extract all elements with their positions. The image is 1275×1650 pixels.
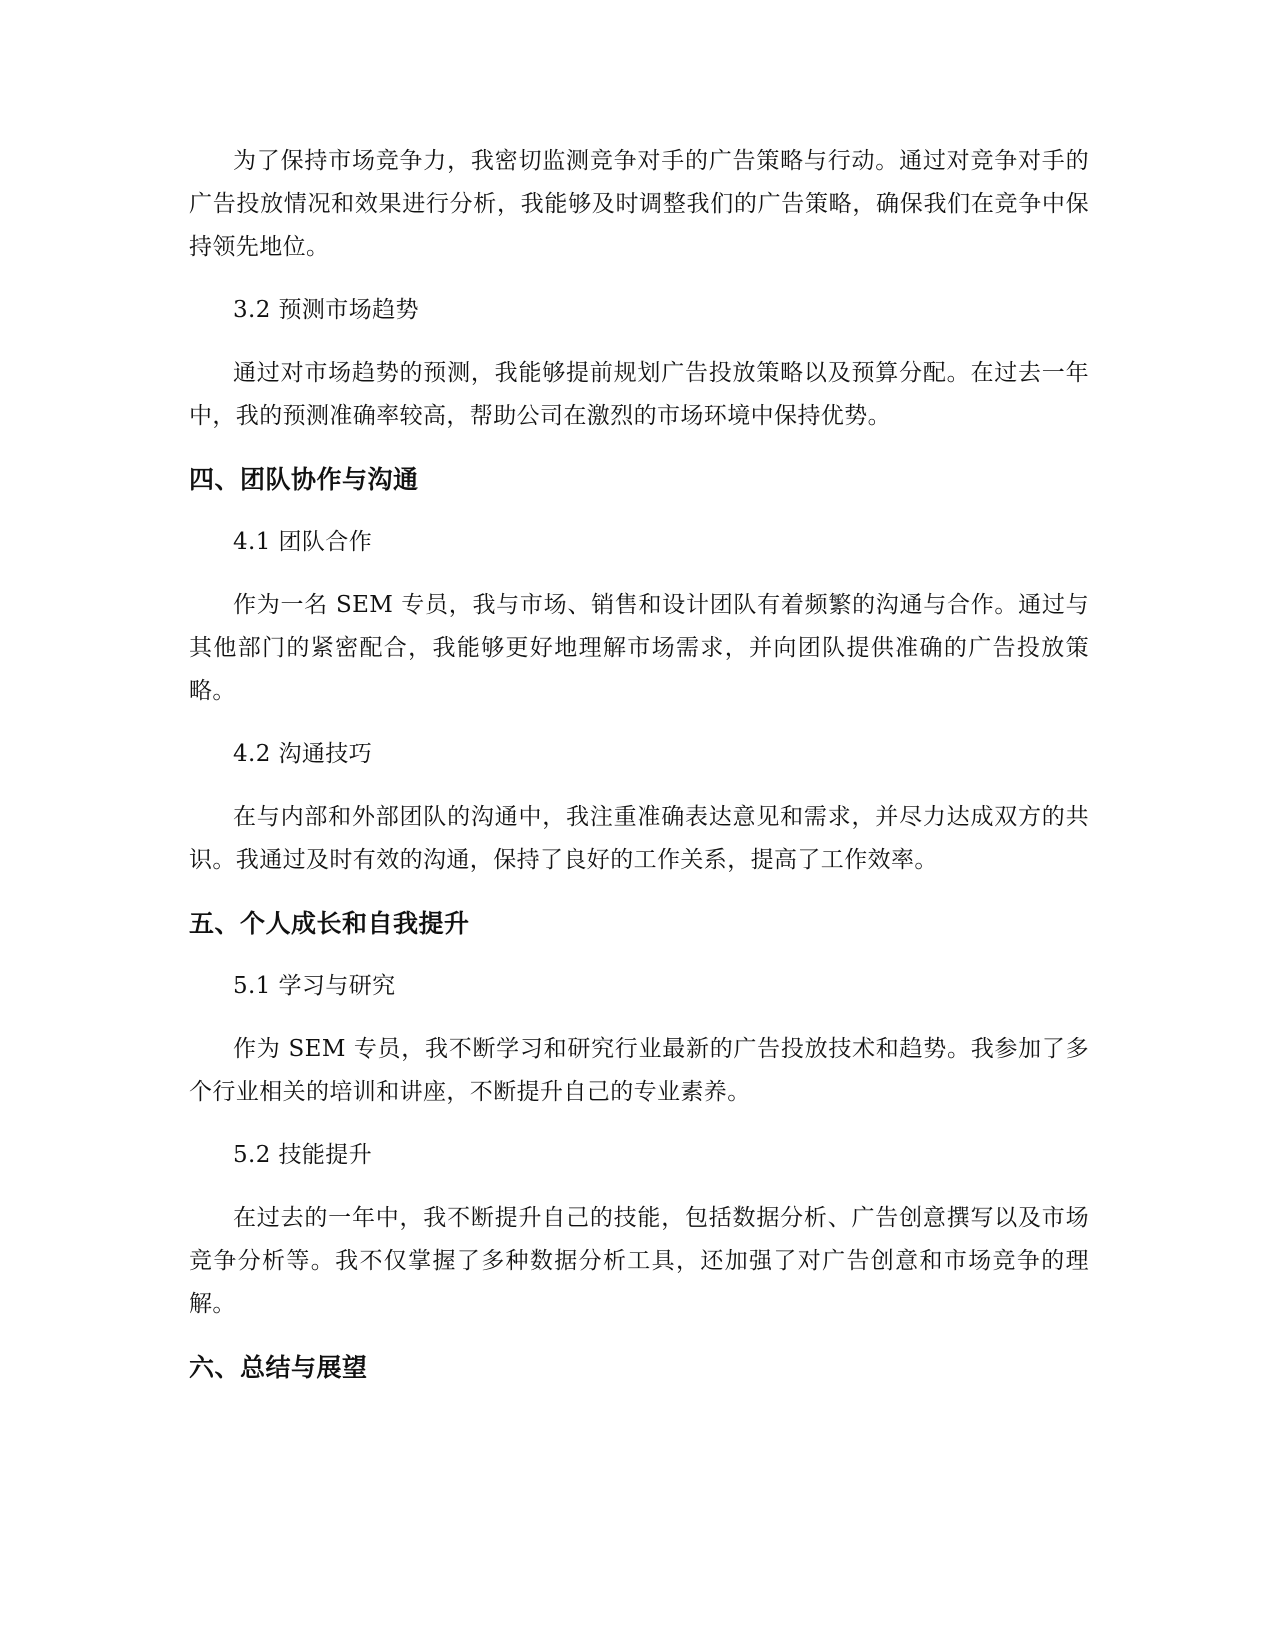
subheading-3-2: 3.2 预测市场趋势 — [233, 297, 419, 323]
section-heading-6: 六、总结与展望 — [189, 1353, 368, 1382]
paragraph-market-forecast: 通过对市场趋势的预测，我能够提前规划广告投放策略以及预算分配。在过去一年中，我的预测准确率较高，帮助公司在激烈的市场环境中保持优势。 — [189, 360, 1089, 429]
paragraph-learning: 作为 SEM 专员，我不断学习和研究行业最新的广告投放技术和趋势。我参加了多个行业相关的培训和讲座，不断提升自己的专业素养。 — [189, 1036, 1089, 1105]
paragraph-competitor-monitoring: 为了保持市场竞争力，我密切监测竞争对手的广告策略与行动。通过对竞争对手的广告投放情况和效果进行分析，我能够及时调整我们的广告策略，确保我们在竞争中保持领先地位。 — [189, 148, 1089, 260]
subheading-4-1: 4.1 团队合作 — [233, 529, 373, 555]
paragraph-skills: 在过去的一年中，我不断提升自己的技能，包括数据分析、广告创意撰写以及市场竞争分析等。我不仅掌握了多种数据分析工具，还加强了对广告创意和市场竞争的理解。 — [189, 1205, 1089, 1317]
document-body — [189, 140, 1089, 1409]
paragraph-communication: 在与内部和外部团队的沟通中，我注重准确表达意见和需求，并尽力达成双方的共识。我通过及时有效的沟通，保持了良好的工作关系，提高了工作效率。 — [189, 804, 1089, 873]
subheading-4-2: 4.2 沟通技巧 — [233, 741, 373, 767]
subheading-5-1: 5.1 学习与研究 — [233, 973, 396, 999]
section-heading-4: 四、团队协作与沟通 — [189, 465, 419, 494]
subheading-5-2: 5.2 技能提升 — [233, 1142, 373, 1168]
section-heading-5: 五、个人成长和自我提升 — [189, 909, 470, 938]
paragraph-teamwork: 作为一名 SEM 专员，我与市场、销售和设计团队有着频繁的沟通与合作。通过与其他部门的紧密配合，我能够更好地理解市场需求，并向团队提供准确的广告投放策略。 — [189, 592, 1089, 704]
